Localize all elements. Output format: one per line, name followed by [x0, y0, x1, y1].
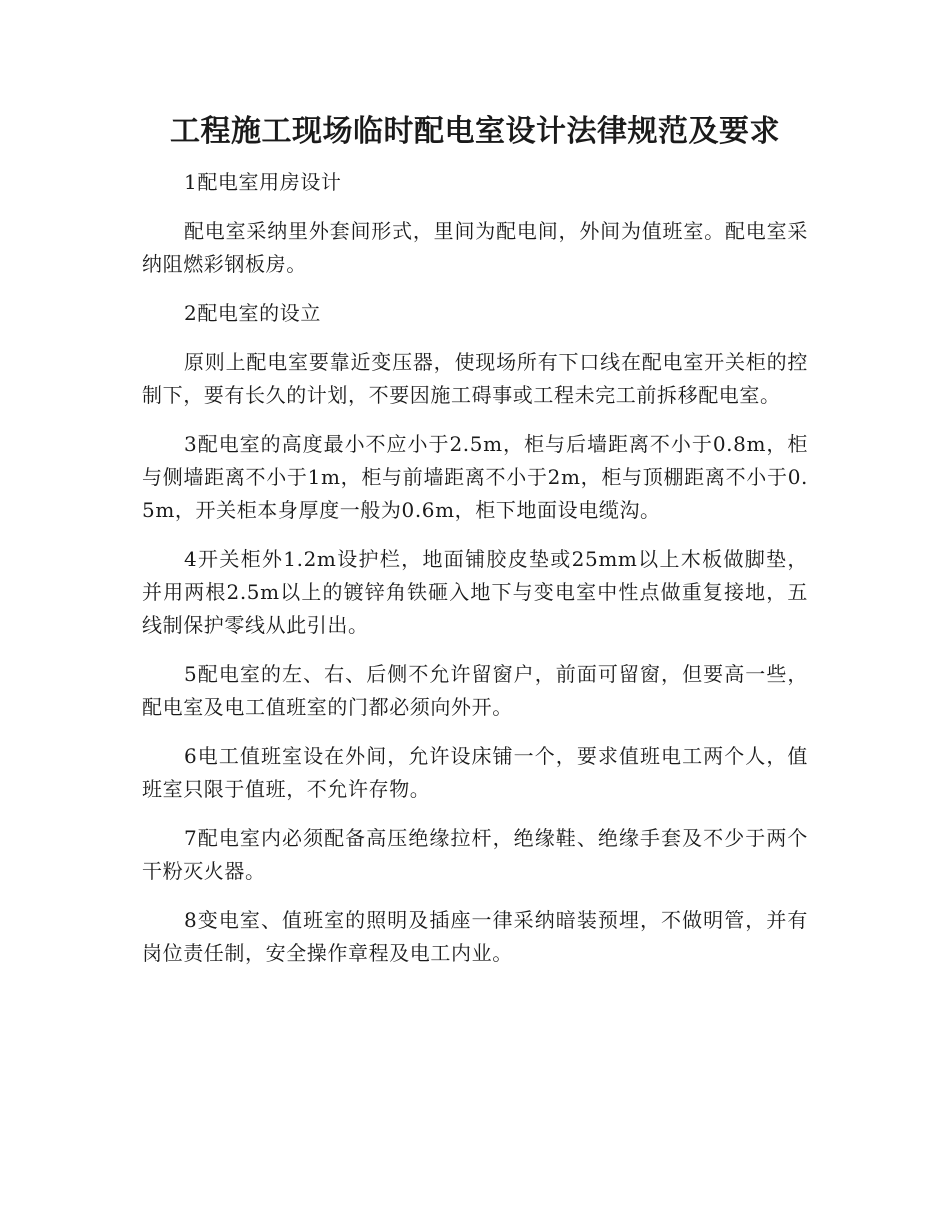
paragraph-item-7: 7配电室内必须配备高压绝缘拉杆，绝缘鞋、绝缘手套及不少于两个干粉灭火器。 — [142, 826, 808, 883]
paragraph-item-3: 3配电室的高度最小不应小于2.5m，柜与后墙距离不小于0.8m，柜与侧墙距离不小于1m，柜与前墙距离不小于2m，柜与顶棚距离不小于0.5m，开关柜本身厚度一般为0.6m，柜下地面设电缆沟。 — [142, 432, 808, 522]
paragraph-item-6: 6电工值班室设在外间，允许设床铺一个，要求值班电工两个人，值班室只限于值班，不允许存物。 — [142, 744, 808, 801]
paragraph: 配电室采纳里外套间形式，里间为配电间，外间为值班室。配电室采纳阻燃彩钢板房。 — [142, 219, 808, 276]
section-heading-1: 1配电室用房设计 — [184, 170, 342, 194]
document-body — [142, 166, 808, 986]
paragraph-item-5: 5配电室的左、右、后侧不允许留窗户，前面可留窗，但要高一些，配电室及电工值班室的门都必须向外开。 — [142, 662, 808, 719]
paragraph-item-4: 4开关柜外1.2m设护栏，地面铺胶皮垫或25mm以上木板做脚垫，并用两根2.5m以上的镀锌角铁砸入地下与变电室中性点做重复接地，五线制保护零线从此引出。 — [142, 547, 808, 637]
document-title: 工程施工现场临时配电室设计法律规范及要求 — [170, 114, 780, 149]
paragraph: 原则上配电室要靠近变压器，使现场所有下口线在配电室开关柜的控制下，要有长久的计划，不要因施工碍事或工程未完工前拆移配电室。 — [142, 350, 808, 407]
paragraph-item-8: 8变电室、值班室的照明及插座一律采纳暗装预埋，不做明管，并有岗位责任制，安全操作章程及电工内业。 — [142, 908, 808, 965]
section-heading-2: 2配电室的设立 — [184, 301, 321, 325]
